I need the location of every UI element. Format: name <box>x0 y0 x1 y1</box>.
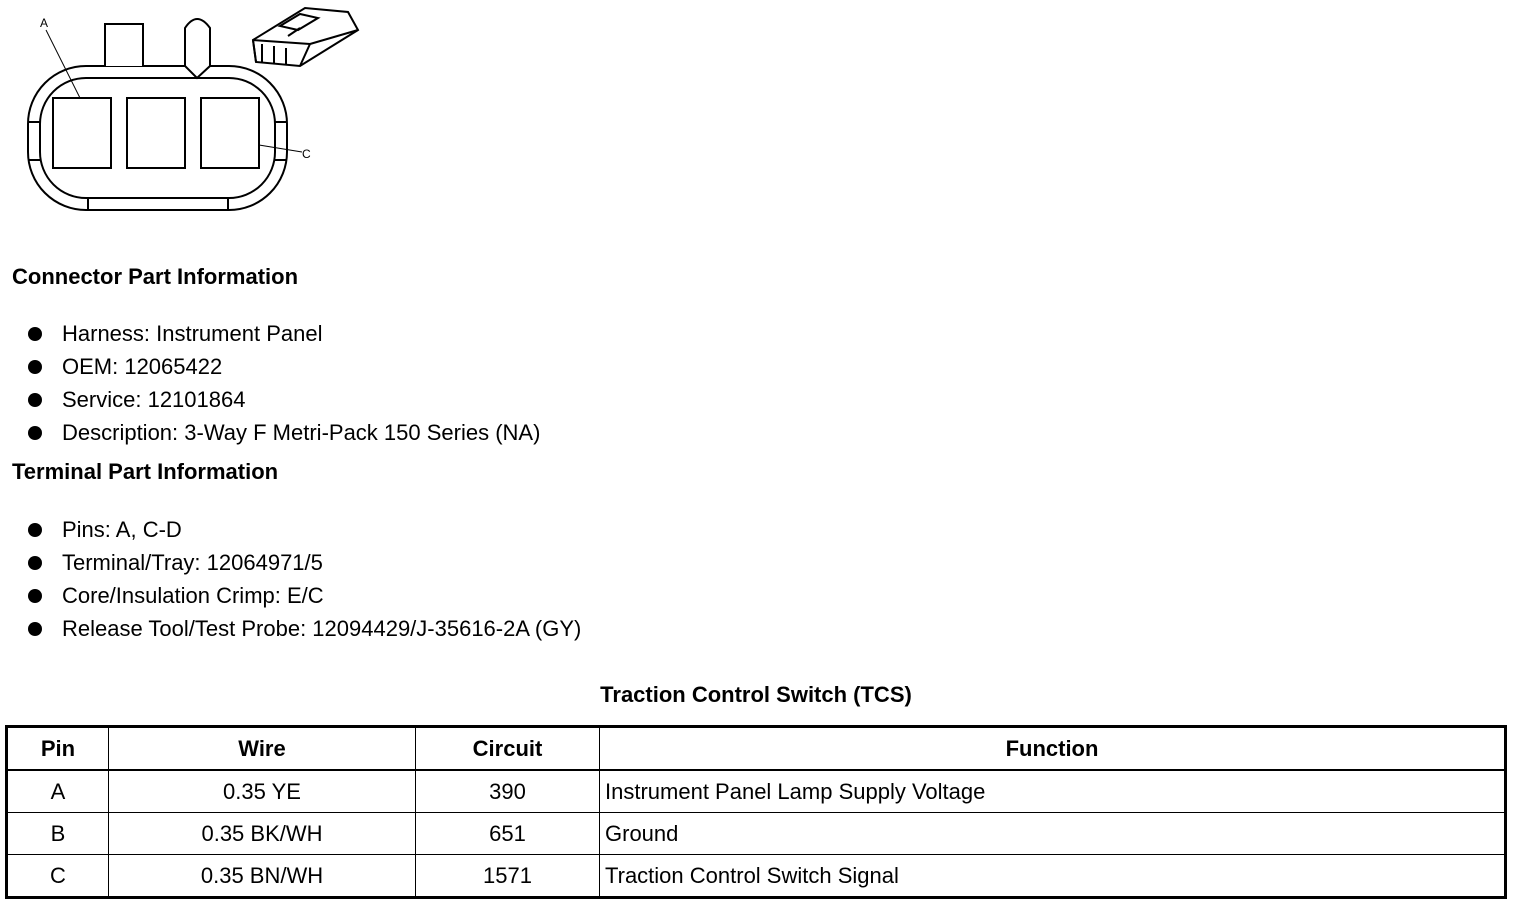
list-item: Description: 3-Way F Metri-Pack 150 Series (NA) <box>28 416 540 449</box>
table-row <box>7 770 1506 813</box>
header-circuit: Circuit <box>416 727 600 771</box>
cavity-b <box>127 98 185 168</box>
terminal-info-list <box>28 513 581 645</box>
bullet-icon <box>28 589 42 603</box>
list-item: Service: 12101864 <box>28 383 540 416</box>
cell-function: Instrument Panel Lamp Supply Voltage <box>600 770 1506 813</box>
bullet-icon <box>28 622 42 636</box>
bullet-icon <box>28 523 42 537</box>
list-item: Release Tool/Test Probe: 12094429/J-35616-2A (GY) <box>28 612 581 645</box>
bullet-icon <box>28 393 42 407</box>
bullet-icon <box>28 426 42 440</box>
header-wire: Wire <box>109 727 416 771</box>
connector-info-heading: Connector Part Information <box>12 264 299 289</box>
list-item: Harness: Instrument Panel <box>28 317 540 350</box>
table-header-row <box>7 727 1506 771</box>
cell-wire: 0.35 BK/WH <box>109 813 416 855</box>
cell-wire: 0.35 BN/WH <box>109 855 416 898</box>
cell-circuit: 651 <box>416 813 600 855</box>
list-item: Terminal/Tray: 12064971/5 <box>28 546 581 579</box>
label-a: A <box>40 16 49 30</box>
header-function: Function <box>600 727 1506 771</box>
cell-function: Ground <box>600 813 1506 855</box>
list-item: Core/Insulation Crimp: E/C <box>28 579 581 612</box>
cell-pin: A <box>7 770 109 813</box>
cell-wire: 0.35 YE <box>109 770 416 813</box>
cell-circuit: 1571 <box>416 855 600 898</box>
connector-outer-shell <box>28 66 287 210</box>
cavity-a <box>53 98 111 168</box>
cell-function: Traction Control Switch Signal <box>600 855 1506 898</box>
connector-info-list <box>28 317 540 449</box>
table-row <box>7 813 1506 855</box>
cell-circuit: 390 <box>416 770 600 813</box>
bullet-icon <box>28 327 42 341</box>
table-title: Traction Control Switch (TCS) <box>600 682 912 707</box>
connector-diagram <box>0 0 380 220</box>
list-item: Pins: A, C-D <box>28 513 581 546</box>
table-row <box>7 855 1506 898</box>
pinout-table <box>5 725 1507 899</box>
list-item: OEM: 12065422 <box>28 350 540 383</box>
terminal-info-heading: Terminal Part Information <box>12 459 279 484</box>
header-pin: Pin <box>7 727 109 771</box>
connector-inner-shell <box>40 78 275 198</box>
label-c: C <box>302 147 311 161</box>
cavity-c <box>201 98 259 168</box>
cell-pin: C <box>7 855 109 898</box>
bullet-icon <box>28 360 42 374</box>
cell-pin: B <box>7 813 109 855</box>
bullet-icon <box>28 556 42 570</box>
